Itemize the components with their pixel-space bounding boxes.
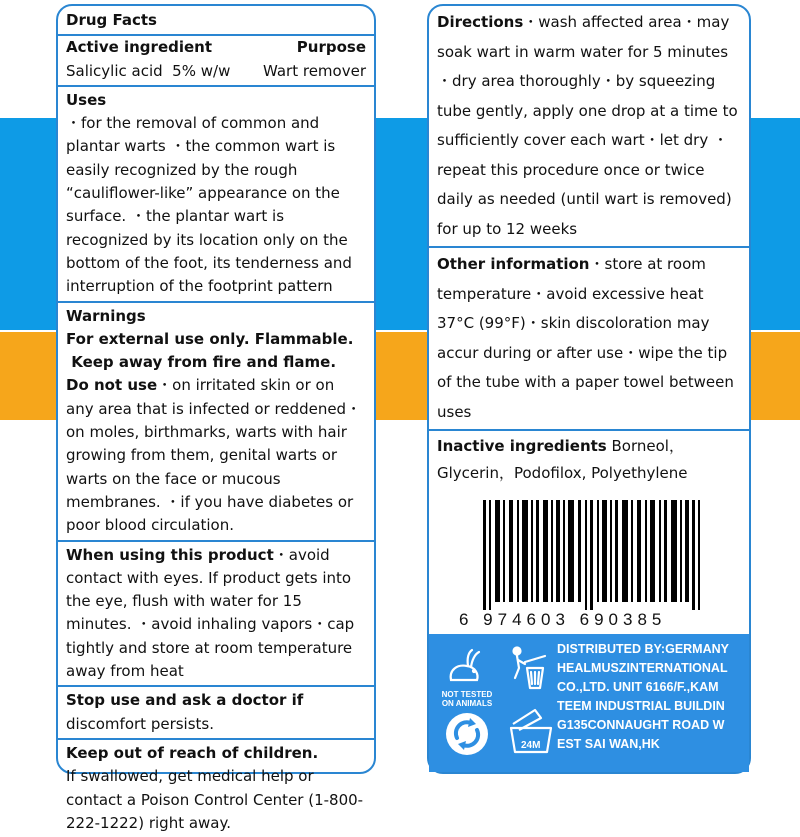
do-not-use-text: ・on irritated skin or on any area that is infected or reddened・on moles, birthmarks, warts with hair growing from them, genital warts or warts on the face or mucous membranes. ・if you have diabetes or poor blood circulation. [66, 376, 362, 535]
other-information-heading: Other information [437, 255, 590, 273]
when-using-heading: When using this product [66, 545, 274, 564]
drug-facts-header [58, 6, 374, 36]
directions-text: ・wash affected area・may soak wart in warm water for 5 minutes ・dry area thoroughly・by squeezing tube gently, apply one drop at a time to sufficiently cover each wart・let dry ・repeat this procedure once or twice daily as needed (until wart is removed) for up to 12 weeks [437, 13, 738, 238]
barcode-area [429, 492, 749, 634]
inactive-ingredients-text: Borneol，Glycerin，Podofilox, Polyethylene [437, 437, 688, 482]
directions-section [429, 6, 749, 248]
inactive-ingredients-heading: Inactive ingredients [437, 437, 607, 455]
warnings-flammable: For external use only. Flammable. [66, 329, 354, 348]
purpose-value: Wart remover [262, 61, 366, 80]
label-footer [429, 492, 749, 772]
drug-facts-title: Drug Facts [66, 11, 157, 29]
other-information-text: ・store at room temperature・avoid excessive heat 37°C (99°F)・skin discoloration may accur during or after use・wipe the tip of the tube with a paper towel between uses [437, 255, 734, 421]
warnings-fire: Keep away from fire and flame. [66, 353, 337, 372]
not-tested-line-2: ON ANIMALS [441, 699, 493, 708]
active-ingredient-value: Salicylic acid 5% w/w [66, 61, 231, 80]
uses-heading: Uses [66, 90, 107, 109]
do-not-use-heading: Do not use [66, 376, 158, 395]
active-ingredient-heading: Active ingredient [66, 38, 213, 57]
directions-heading: Directions [437, 13, 524, 31]
period-after-opening-label: 24M [521, 740, 541, 751]
stop-use-heading: Stop use and ask a doctor if [66, 691, 304, 710]
barcode-number: 6 974603 690385 [459, 610, 667, 629]
keep-out-heading: Keep out of reach of children. [66, 743, 319, 762]
barcode [439, 496, 739, 614]
recycle-bin-icon [509, 644, 549, 690]
distributor-info: DISTRIBUTED BY:GERMANY HEALMUSZINTERNATIONAL CO.,LTD. UNIT 6166/F.,KAM TEEM INDUSTRIAL BUILDIN G135CONNAUGHT ROAD W EST SAI WAN,HK [557, 642, 729, 751]
not-tested-badge [435, 690, 499, 708]
not-tested-line-1: NOT TESTED [441, 690, 493, 699]
purpose-heading: Purpose [296, 38, 366, 57]
keep-out-text: If swallowed, get medical help or contact a Poison Control Center (1-800-222-1222) right away. [66, 767, 364, 832]
when-using-section [58, 542, 374, 688]
other-information-section [429, 248, 749, 431]
stop-use-section [58, 687, 374, 740]
recycling-arrows-icon [443, 710, 491, 758]
uses-section [58, 87, 374, 303]
directions-panel [427, 4, 751, 774]
warnings-section [58, 303, 374, 542]
stop-use-text: discomfort persists. [66, 714, 214, 733]
rabbit-icon [441, 644, 489, 692]
drug-facts-panel [56, 4, 376, 832]
warnings-heading: Warnings [66, 306, 146, 325]
active-ingredient-section [58, 36, 374, 87]
uses-text: ・for the removal of common and plantar warts ・the common wart is easily recognized by the rough “cauliflower-like” appearance on the surface. ・the plantar wart is recognized by its location only on the bottom of the foot, its tenderness and interruption of the footprint pattern [66, 114, 352, 296]
keep-out-section [58, 740, 374, 837]
when-using-text: ・avoid contact with eyes. If product gets into the eye, flush with water for 15 minutes. ・avoid inhaling vapors・cap tightly and store at room temperature away from heat [66, 545, 355, 681]
